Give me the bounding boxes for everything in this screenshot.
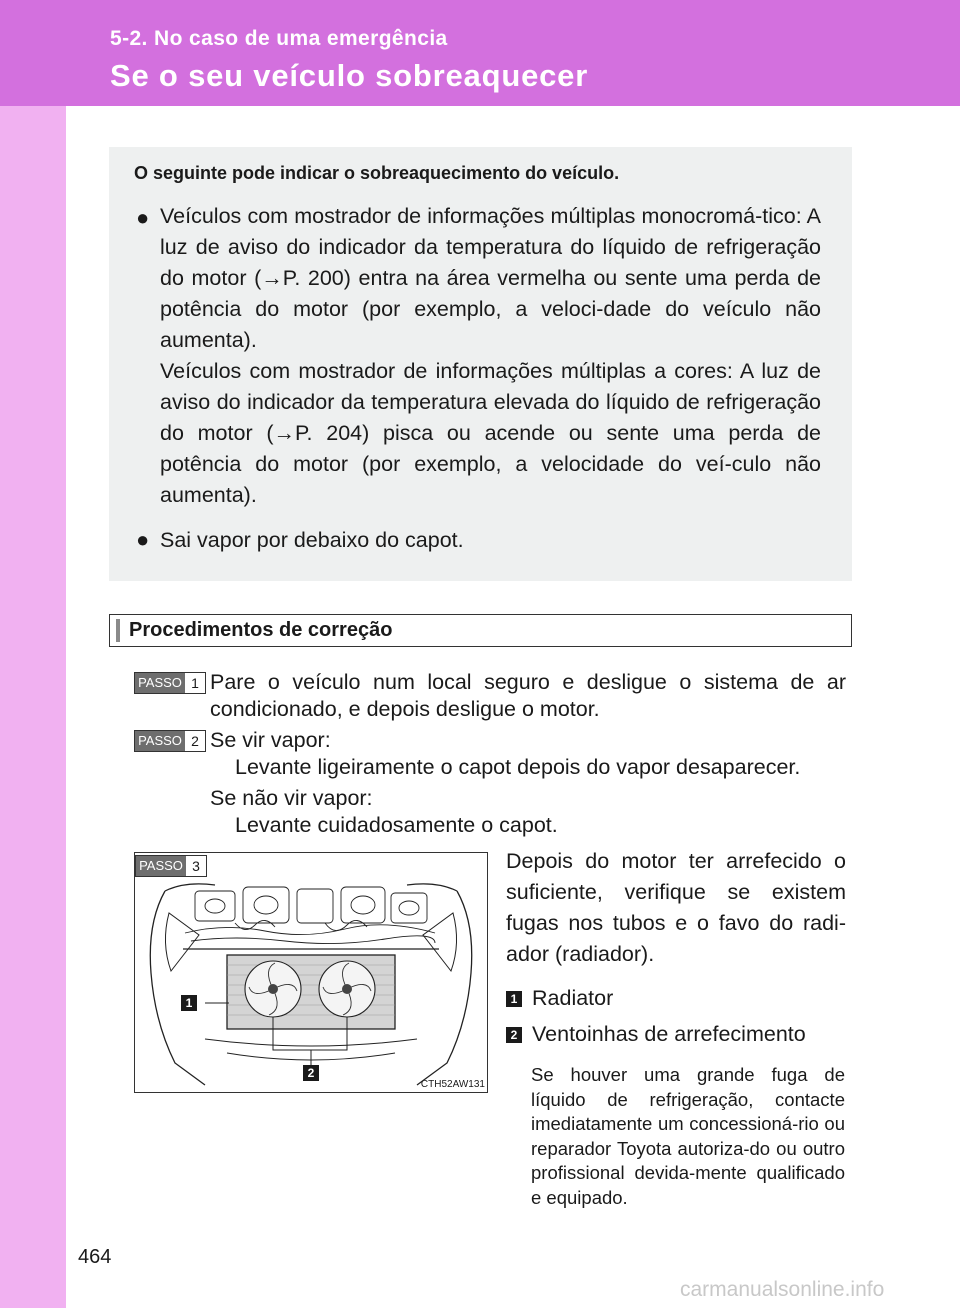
page-title: Se o seu veículo sobreaquecer	[110, 58, 589, 93]
step-badge-3	[135, 855, 207, 877]
step-number: 3	[192, 858, 200, 874]
bullet-monochrome-display: Veículos com mostrador de informações múltiplas monocromá-tico: A luz de aviso do indicador da temperatura do líquido de refrigeração do motor (→P. 200) entra na área vermelha ou sente uma perda de potência do motor (por exemplo, a veloci-dade do veículo não aumenta).	[160, 204, 821, 352]
step-2-action-steam: Levante ligeiramente o capot depois do vapor desaparecer.	[235, 755, 801, 779]
figure-code: CTH52AW131	[420, 1079, 485, 1090]
bullet-steam: Sai vapor por debaixo do capot.	[160, 528, 464, 552]
chapter-header	[0, 0, 960, 106]
procedures-title: Procedimentos de correção	[129, 619, 393, 641]
step-badge-2	[134, 730, 206, 752]
procedures-heading-bar	[109, 614, 852, 647]
engine-bay-illustration	[135, 853, 487, 1092]
step-number: 1	[191, 675, 199, 691]
callout-1: 1	[181, 995, 197, 1011]
step-badge-1	[134, 672, 206, 694]
step-3-text: Depois do motor ter arrefecido o suficiente, verifique se existem fugas nos tubos e o favo do radi-ador (radiador).	[506, 849, 846, 966]
bullet-color-display: Veículos com mostrador de informações múltiplas a cores: A luz de aviso do indicador da temperatura elevada do líquido de refrigeração do motor (→P. 204) pisca ou acende ou sente uma perda de potência do motor (por exemplo, a velocidade do veí-culo não aumenta).	[160, 359, 821, 507]
legend-label: Ventoinhas de arrefecimento	[532, 1022, 806, 1046]
step-2-case-no-steam: Se não vir vapor:	[210, 786, 373, 810]
step-label: PASSO	[135, 731, 185, 751]
step-2-action-no-steam: Levante cuidadosamente o capot.	[235, 813, 558, 837]
legend-number: 2	[506, 1027, 522, 1043]
coolant-leak-note: Se houver uma grande fuga de líquido de refrigeração, contacte imediatamente um concessioná-rio ou reparador Toyota autoriza-do ou outro profissional devida-mente qualificado e equipado.	[531, 1064, 845, 1208]
page-number: 464	[78, 1246, 112, 1268]
overheat-indicators-box	[109, 147, 852, 581]
step-2-case-steam: Se vir vapor:	[210, 728, 331, 752]
legend-label: Radiator	[532, 986, 614, 1010]
legend-radiator	[506, 985, 613, 1011]
step-1-text: Pare o veículo num local seguro e desligue o sistema de ar condicionado, e depois desligue o motor.	[210, 670, 846, 721]
legend-number: 1	[506, 991, 522, 1007]
step-label: PASSO	[135, 673, 185, 693]
bullet-warning-light	[160, 201, 821, 511]
step-label: PASSO	[136, 856, 186, 876]
legend-cooling-fans	[506, 1021, 806, 1047]
bullet-icon: ●	[136, 527, 150, 552]
side-color-strip	[0, 0, 66, 1308]
callout-2: 2	[303, 1065, 319, 1081]
bullet-icon: ●	[136, 205, 150, 230]
heading-marker	[116, 619, 120, 642]
section-heading: 5-2. No caso de uma emergência	[110, 27, 448, 50]
watermark: carmanualsonline.info	[680, 1278, 885, 1301]
radiator-figure	[134, 852, 488, 1093]
step-number: 2	[191, 733, 199, 749]
indicators-lead: O seguinte pode indicar o sobreaquecimento do veículo.	[134, 163, 620, 183]
